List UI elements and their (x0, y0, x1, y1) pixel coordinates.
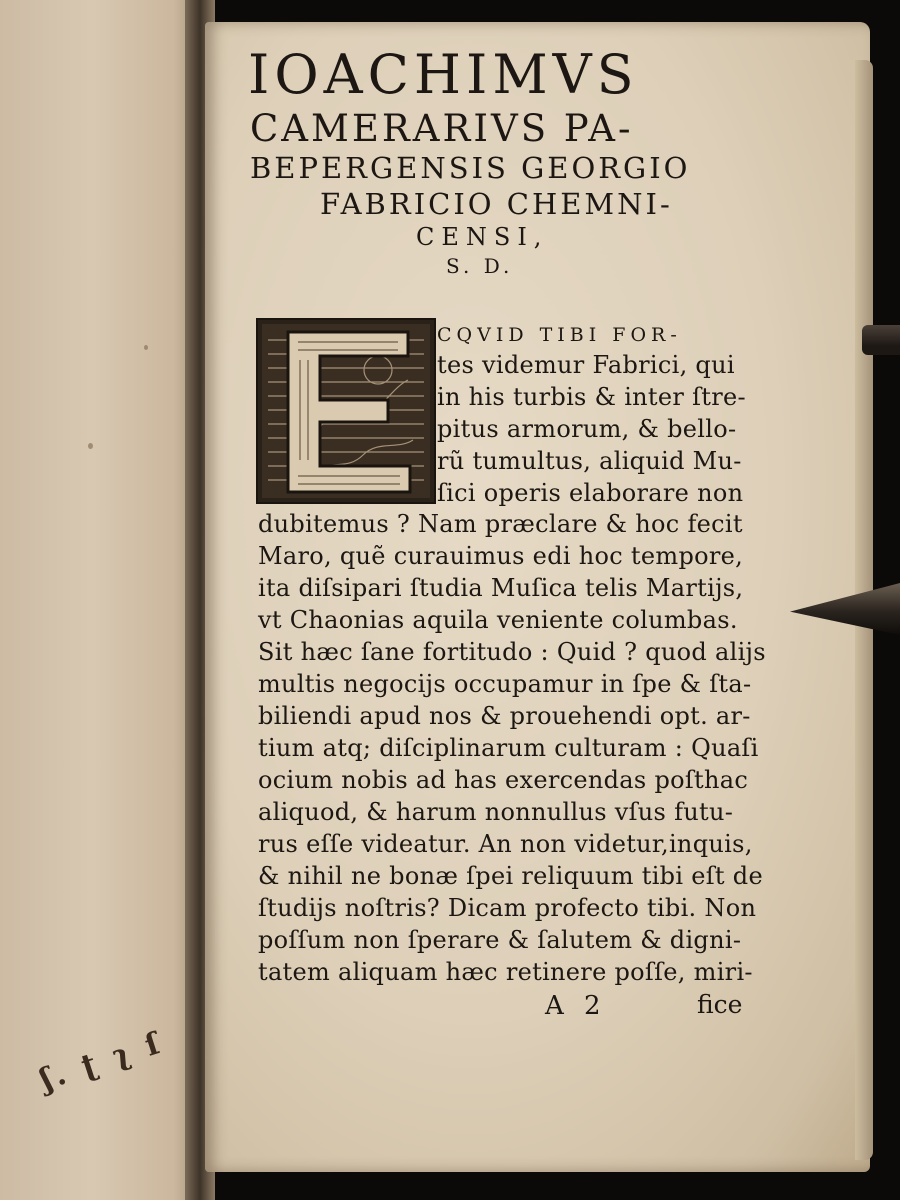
body-line-20: tatem aliquam hæc retinere poſſe, miri- (258, 958, 753, 986)
body-line-13: tium atq; diſciplinarum culturam : Quaſi (258, 734, 759, 762)
body-line-17: & nihil ne bonæ ſpei reliquum tibi eſt de (258, 862, 763, 890)
body-line-6: dubitemus ? Nam præclare & hoc fecit (258, 510, 743, 538)
body-line-16: rus eſſe videatur. An non videtur,inquis, (258, 830, 753, 858)
body-line-19: poſſum non ſperare & ſalutem & digni- (258, 926, 742, 954)
body-line-5: ſici operis elaborare non (437, 479, 744, 507)
heading-line-3: BEPERGENSIS GEORGIO (250, 151, 691, 185)
signature-mark: A 2 (545, 991, 607, 1021)
body-line-12: biliendi apud nos & prouehendi opt. ar- (258, 702, 751, 730)
decorated-initial-e (256, 318, 436, 504)
woodcut-initial-icon (258, 320, 434, 502)
body-line-1: tes videmur Fabrici, qui (437, 351, 735, 379)
heading-line-4: FABRICIO CHEMNI- (320, 187, 673, 221)
body-line-7: Maro, quẽ curauimus edi hoc tempore, (258, 542, 744, 570)
body-line-10: Sit hæc ſane fortitudo : Quid ? quod alijs (258, 638, 766, 666)
heading-line-5: CENSI, (416, 223, 549, 251)
body-line-14: ocium nobis ad has exercendas poſthac (258, 766, 749, 794)
body-line-18: ſtudijs noſtris? Dicam profecto tibi. Non (258, 894, 757, 922)
heading-line-6: S. D. (446, 254, 514, 278)
catchword: fice (697, 990, 743, 1019)
body-line-3: pitus armorum, & bello- (437, 415, 737, 443)
body-line-11: multis negocijs occupamur in ſpe & ſta- (258, 670, 752, 698)
heading-line-2: CAMERARIVS PA- (250, 107, 634, 150)
handwritten-marks: ʃ. ʈ ʅ ſ (36, 1025, 168, 1098)
body-line-8: ita diſsipari ſtudia Muſica telis Martijs, (258, 574, 744, 602)
body-line-2: in his turbis & inter ſtre- (437, 383, 746, 411)
heading-line-1: IOACHIMVS (248, 43, 639, 106)
opening-words: CQVID TIBI FOR- (437, 324, 682, 346)
body-line-4: rũ tumultus, aliquid Mu- (437, 447, 742, 475)
body-line-15: aliquod, & harum nonnullus vſus futu- (258, 798, 734, 826)
body-line-9: vt Chaonias aquila veniente columbas. (258, 606, 738, 634)
